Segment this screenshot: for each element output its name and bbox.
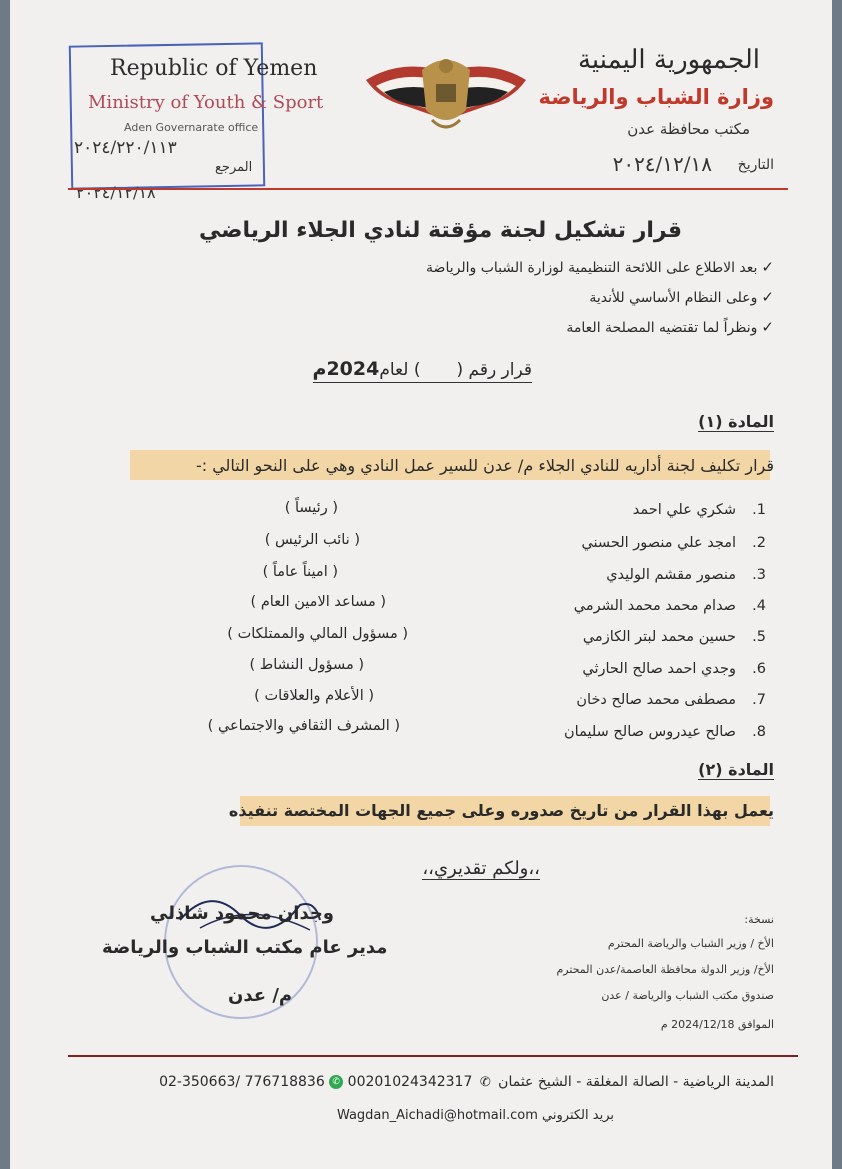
date-value: ٢٠٢٤/١٢/١٨ <box>612 152 712 176</box>
copies-label: نسخة: <box>744 913 774 926</box>
phone-icon: ✆ <box>479 1075 491 1090</box>
article-1-text: قرار تكليف لجنة أداريه للنادي الجلاء م/ عدن للسير عمل النادي وهي على النحو التالي :- <box>195 456 774 475</box>
member-role: ( رئيساً ) <box>284 500 338 516</box>
member-name: 7.مصطفى محمد صالح دخان <box>576 692 766 708</box>
member-role: ( اميناً عاماً ) <box>262 564 338 580</box>
member-role: ( مسؤول المالي والممتلكات ) <box>227 626 408 642</box>
republic-header-ar: الجمهورية اليمنية <box>577 45 760 75</box>
preamble-item: ✓ونظراً لما تقتضيه المصلحة العامة <box>566 318 774 336</box>
stamp-republic: Republic of Yemen <box>110 56 318 81</box>
header-divider <box>68 188 788 190</box>
preamble-item: ✓بعد الاطلاع على اللائحة التنظيمية لوزارة الشباب والرياضة <box>426 258 774 276</box>
yemen-eagle-emblem <box>362 50 530 140</box>
stamp-office: Aden Governarate office <box>124 121 259 134</box>
date-label: التاريخ <box>737 157 774 173</box>
email-label: بريد الكتروني <box>542 1108 614 1123</box>
signatory-name: وجدان محمود شاذلي <box>150 903 334 924</box>
copy-recipient: الأخ / وزير الشباب والرياضة المحترم <box>607 937 774 950</box>
copy-recipient: صندوق مكتب الشباب والرياضة / عدن <box>601 989 774 1002</box>
member-role: ( نائب الرئيس ) <box>264 532 360 548</box>
stamp-date: ٢٠٢٤/١٢/١٨ <box>76 183 156 202</box>
check-icon: ✓ <box>761 318 774 336</box>
footer-whatsapp: 00201024342317 <box>347 1074 473 1090</box>
member-name: 3.منصور مقشم الوليدي <box>606 567 766 583</box>
signatory-title: مدير عام مكتب الشباب والرياضة <box>102 937 388 958</box>
copy-recipient: الأخ/ وزير الدولة محافظة العاصمة/عدن المحترم <box>556 963 774 976</box>
article-2-text: يعمل بهذا القرار من تاريخ صدوره وعلى جميع الجهات المختصة تنفيذه <box>228 801 774 820</box>
stamp-ministry: Ministry of Youth & Sport <box>88 92 324 113</box>
whatsapp-icon: ✆ <box>329 1075 343 1089</box>
document-page <box>10 0 832 1169</box>
member-role: ( الأعلام والعلاقات ) <box>254 688 374 704</box>
ministry-header-ar: وزارة الشباب والرياضة <box>538 85 774 109</box>
check-icon: ✓ <box>761 258 774 276</box>
member-role: ( مسؤول النشاط ) <box>249 657 364 673</box>
member-name: 6.وجدي احمد صالح الحارثي <box>582 661 766 677</box>
member-name: 2.امجد علي منصور الحسني <box>581 535 766 551</box>
footer-divider <box>68 1055 798 1057</box>
footer-email[interactable]: Wagdan_Aichadi@hotmail.com <box>336 1108 538 1123</box>
decision-number: قرار رقم () لعام2024م <box>313 358 532 383</box>
footer-email-line <box>337 1108 614 1123</box>
footer-address: المدينة الرياضية - الصالة المغلقة - الشيخ عثمان <box>498 1074 774 1090</box>
closing-regards: ،،ولكم تقديري،، <box>422 858 540 879</box>
signatory-place: م/ عدن <box>228 985 293 1006</box>
footer-phone: 02-350663/ 776718836 <box>159 1074 325 1090</box>
stamp-number: ٢٠٢٤/٢٢٠/١١٣ <box>74 138 177 158</box>
stamp-ref-label: المرجع <box>215 160 253 175</box>
member-name: 4.صدام محمد محمد الشرمي <box>573 598 766 614</box>
member-role: ( المشرف الثقافي والاجتماعي ) <box>207 718 400 734</box>
footer-contact <box>159 1074 774 1090</box>
preamble-item: ✓وعلى النظام الأساسي للأندية <box>589 288 774 306</box>
office-header-ar: مكتب محافظة عدن <box>627 120 750 138</box>
member-name: 1.شكري علي احمد <box>632 502 766 518</box>
document-title: قرار تشكيل لجنة مؤقتة لنادي الجلاء الرياضي <box>199 218 682 243</box>
article-2-label: المادة (٢) <box>698 760 774 779</box>
member-role: ( مساعد الامين العام ) <box>250 594 386 610</box>
copy-date: الموافق 2024/12/18 م <box>660 1018 774 1031</box>
member-name: 8.صالح عيدروس صالح سليمان <box>564 724 766 740</box>
article-1-label: المادة (١) <box>698 412 774 431</box>
check-icon: ✓ <box>761 288 774 306</box>
member-name: 5.حسين محمد لبتر الكازمي <box>582 629 766 645</box>
